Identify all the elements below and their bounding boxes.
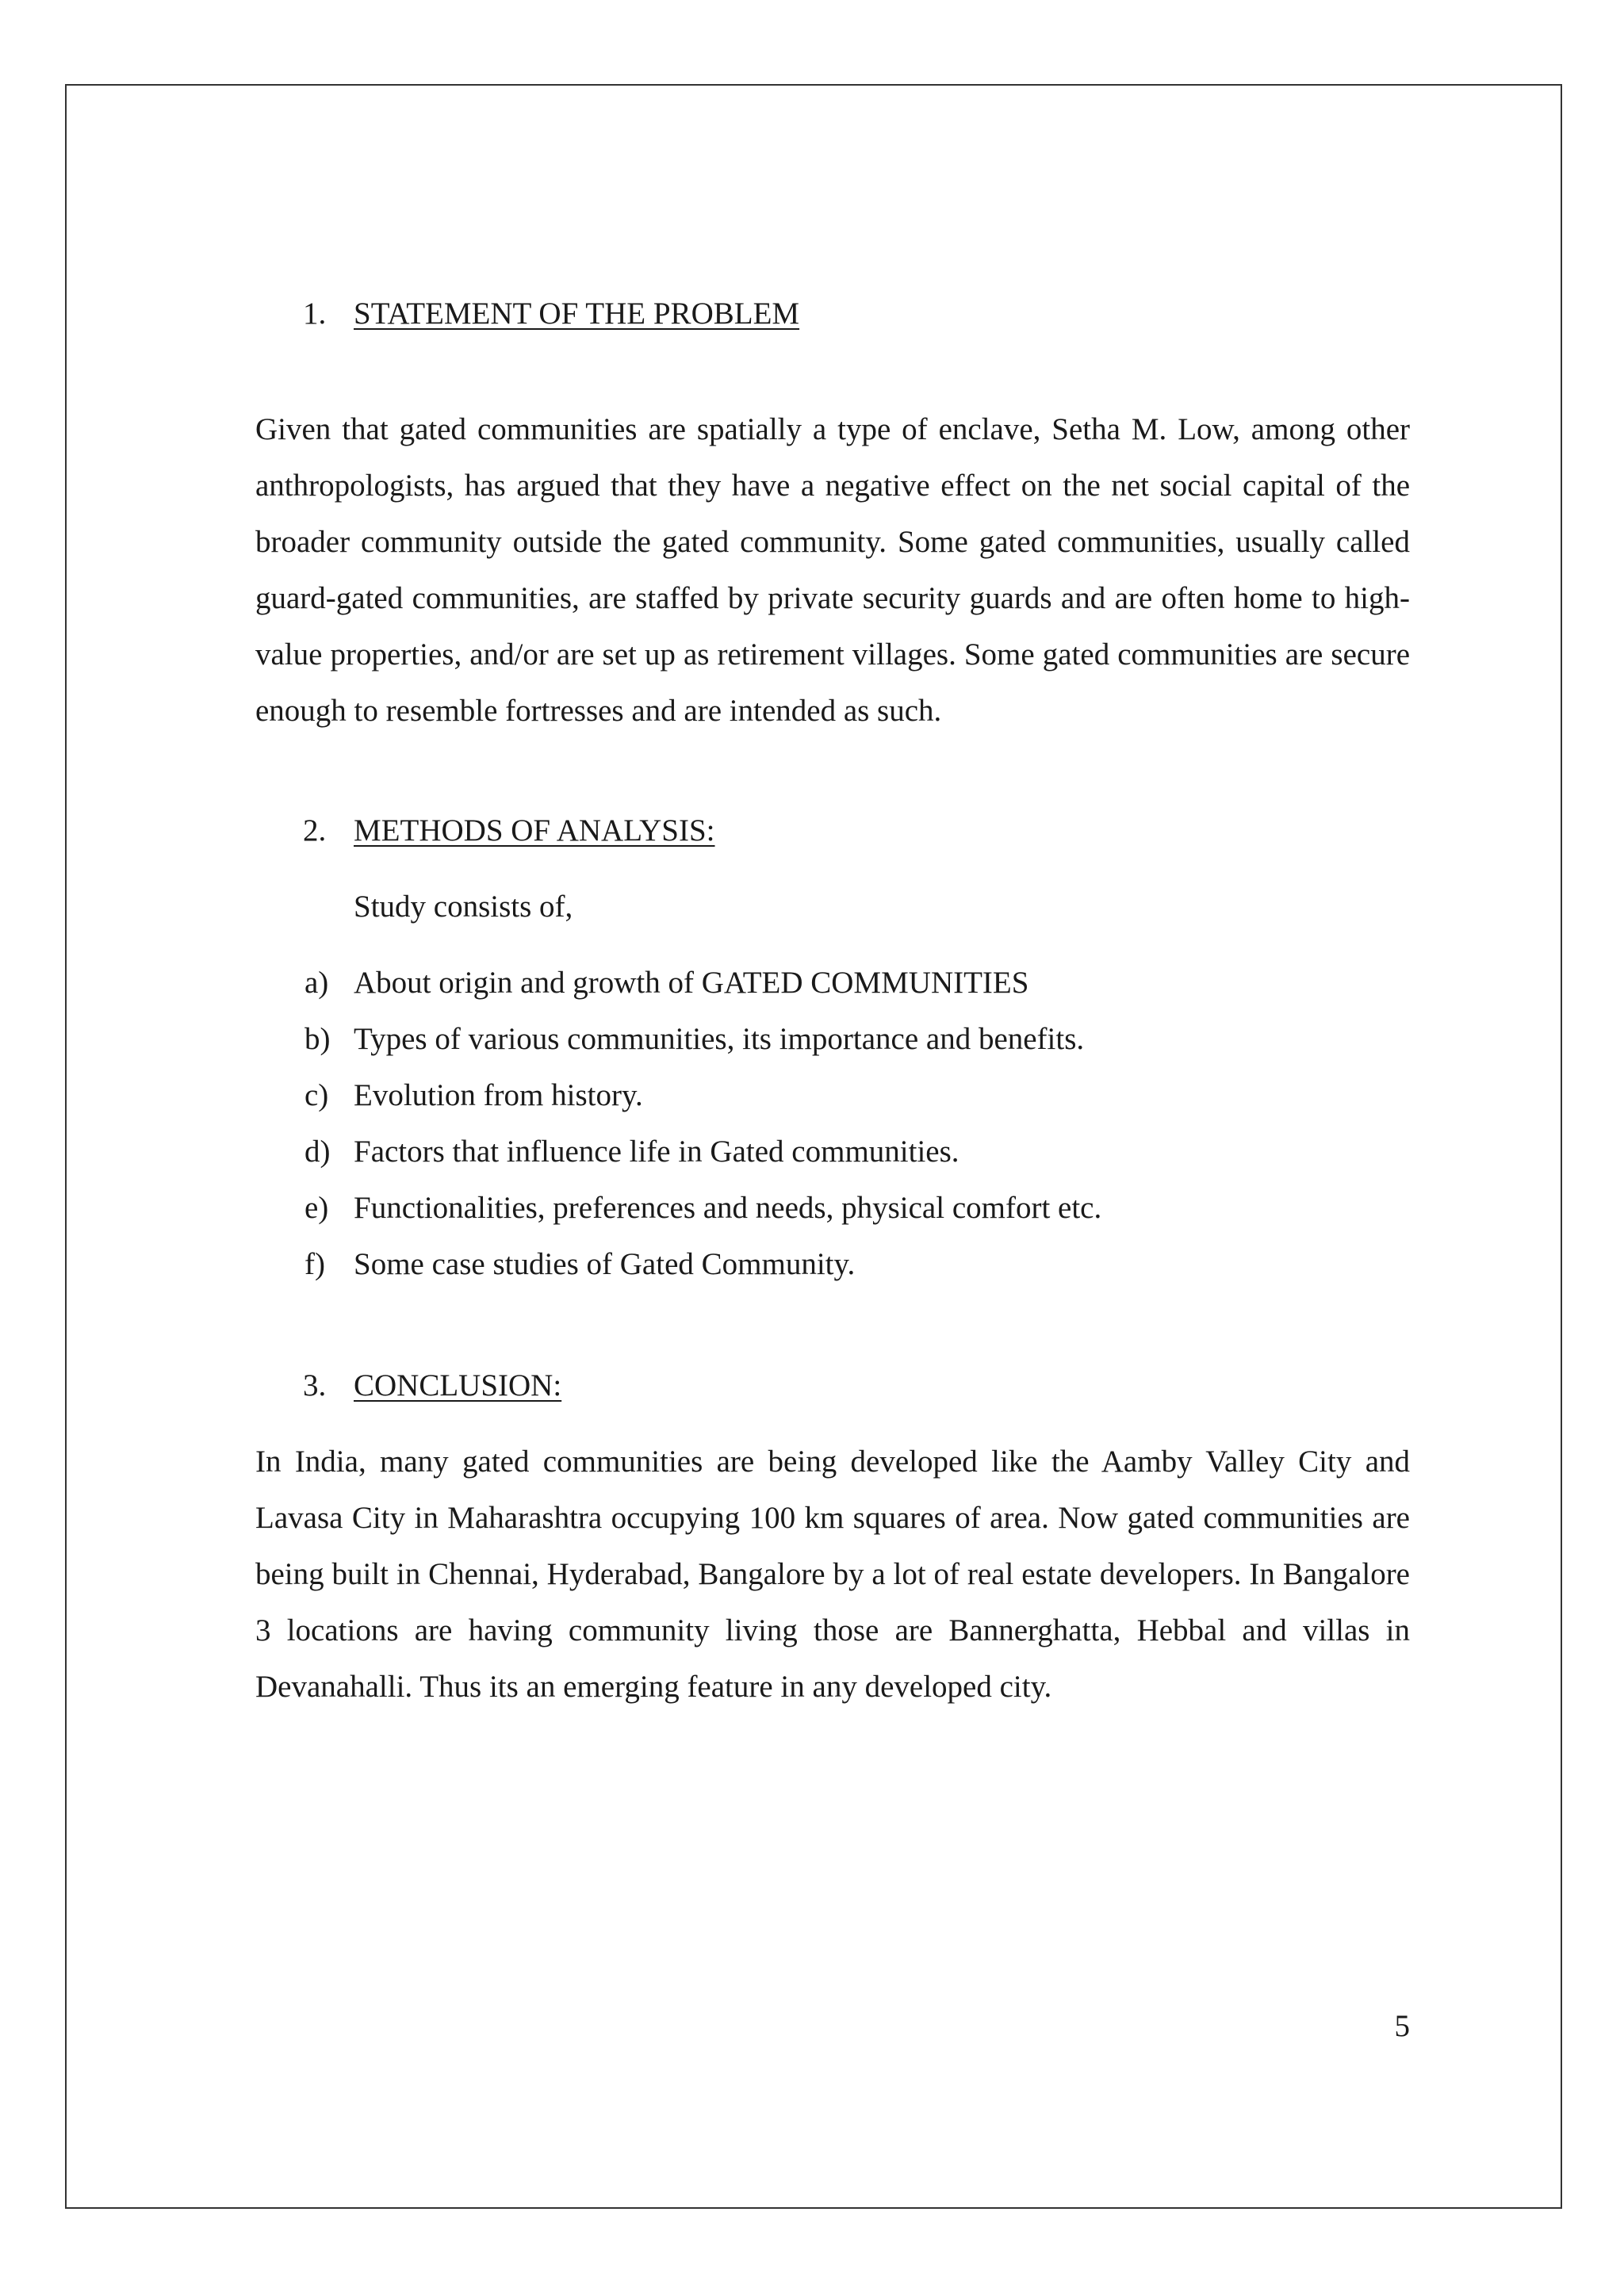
conclusion-paragraph: In India, many gated communities are being developed like the Aamby Valley City and Lavasa City in Maharashtra occupying 100 km squares of area. Now gated communities are being built in Chennai, Hyderabad, Bangalore by a lot of real estate developers. In Bangalore 3 locations are having community living those are Bannerghatta, Hebbal and villas in Devanahalli. Thus its an emerging feature in any developed city. bbox=[255, 1445, 1410, 1704]
list-marker: b) bbox=[304, 1022, 331, 1056]
list-marker: e) bbox=[304, 1191, 329, 1225]
problem-paragraph: Given that gated communities are spatially a type of enclave, Setha M. Low, among other anthropologists, has argued that they have a negative effect on the net social capital of the broader community outside the gated community. Some gated communities, usually called guard-gated communities, are staffed by private security guards and are often home to high-value properties, and/or are set up as retirement villages. Some gated communities are secure enough to resemble fortresses and are intended as such. bbox=[255, 412, 1410, 728]
section-title: METHODS OF ANALYSIS: bbox=[354, 813, 715, 848]
section-title: CONCLUSION: bbox=[354, 1368, 562, 1402]
list-item bbox=[255, 1067, 1410, 1123]
section-heading-methods bbox=[255, 802, 1410, 859]
list-item-text: Some case studies of Gated Community. bbox=[354, 1247, 856, 1281]
list-item bbox=[255, 1180, 1410, 1236]
list-marker: c) bbox=[304, 1078, 329, 1112]
page-number: 5 bbox=[1394, 2009, 1410, 2043]
list-marker: a) bbox=[304, 966, 329, 1000]
list-item-text: Evolution from history. bbox=[354, 1078, 643, 1112]
list-item bbox=[255, 1236, 1410, 1292]
methods-list bbox=[255, 955, 1410, 1292]
list-item-text: Functionalities, preferences and needs, physical comfort etc. bbox=[354, 1191, 1102, 1225]
list-marker: f) bbox=[304, 1247, 325, 1281]
list-item-text: Factors that influence life in Gated communities. bbox=[354, 1135, 959, 1169]
section-heading-conclusion bbox=[255, 1357, 1410, 1414]
section-number: 3. bbox=[303, 1368, 327, 1402]
list-item bbox=[255, 1011, 1410, 1067]
section-title: STATEMENT OF THE PROBLEM bbox=[354, 297, 800, 331]
list-item bbox=[255, 1123, 1410, 1180]
list-item-text: About origin and growth of GATED COMMUNITIES bbox=[354, 966, 1029, 1000]
list-marker: d) bbox=[304, 1135, 331, 1169]
list-item bbox=[255, 955, 1410, 1011]
section-heading-problem bbox=[255, 285, 1410, 342]
section-number: 2. bbox=[303, 813, 327, 848]
section-number: 1. bbox=[303, 297, 327, 331]
list-item-text: Types of various communities, its importance and benefits. bbox=[354, 1022, 1085, 1056]
methods-intro: Study consists of, bbox=[354, 890, 573, 924]
page-content bbox=[255, 285, 1410, 1715]
